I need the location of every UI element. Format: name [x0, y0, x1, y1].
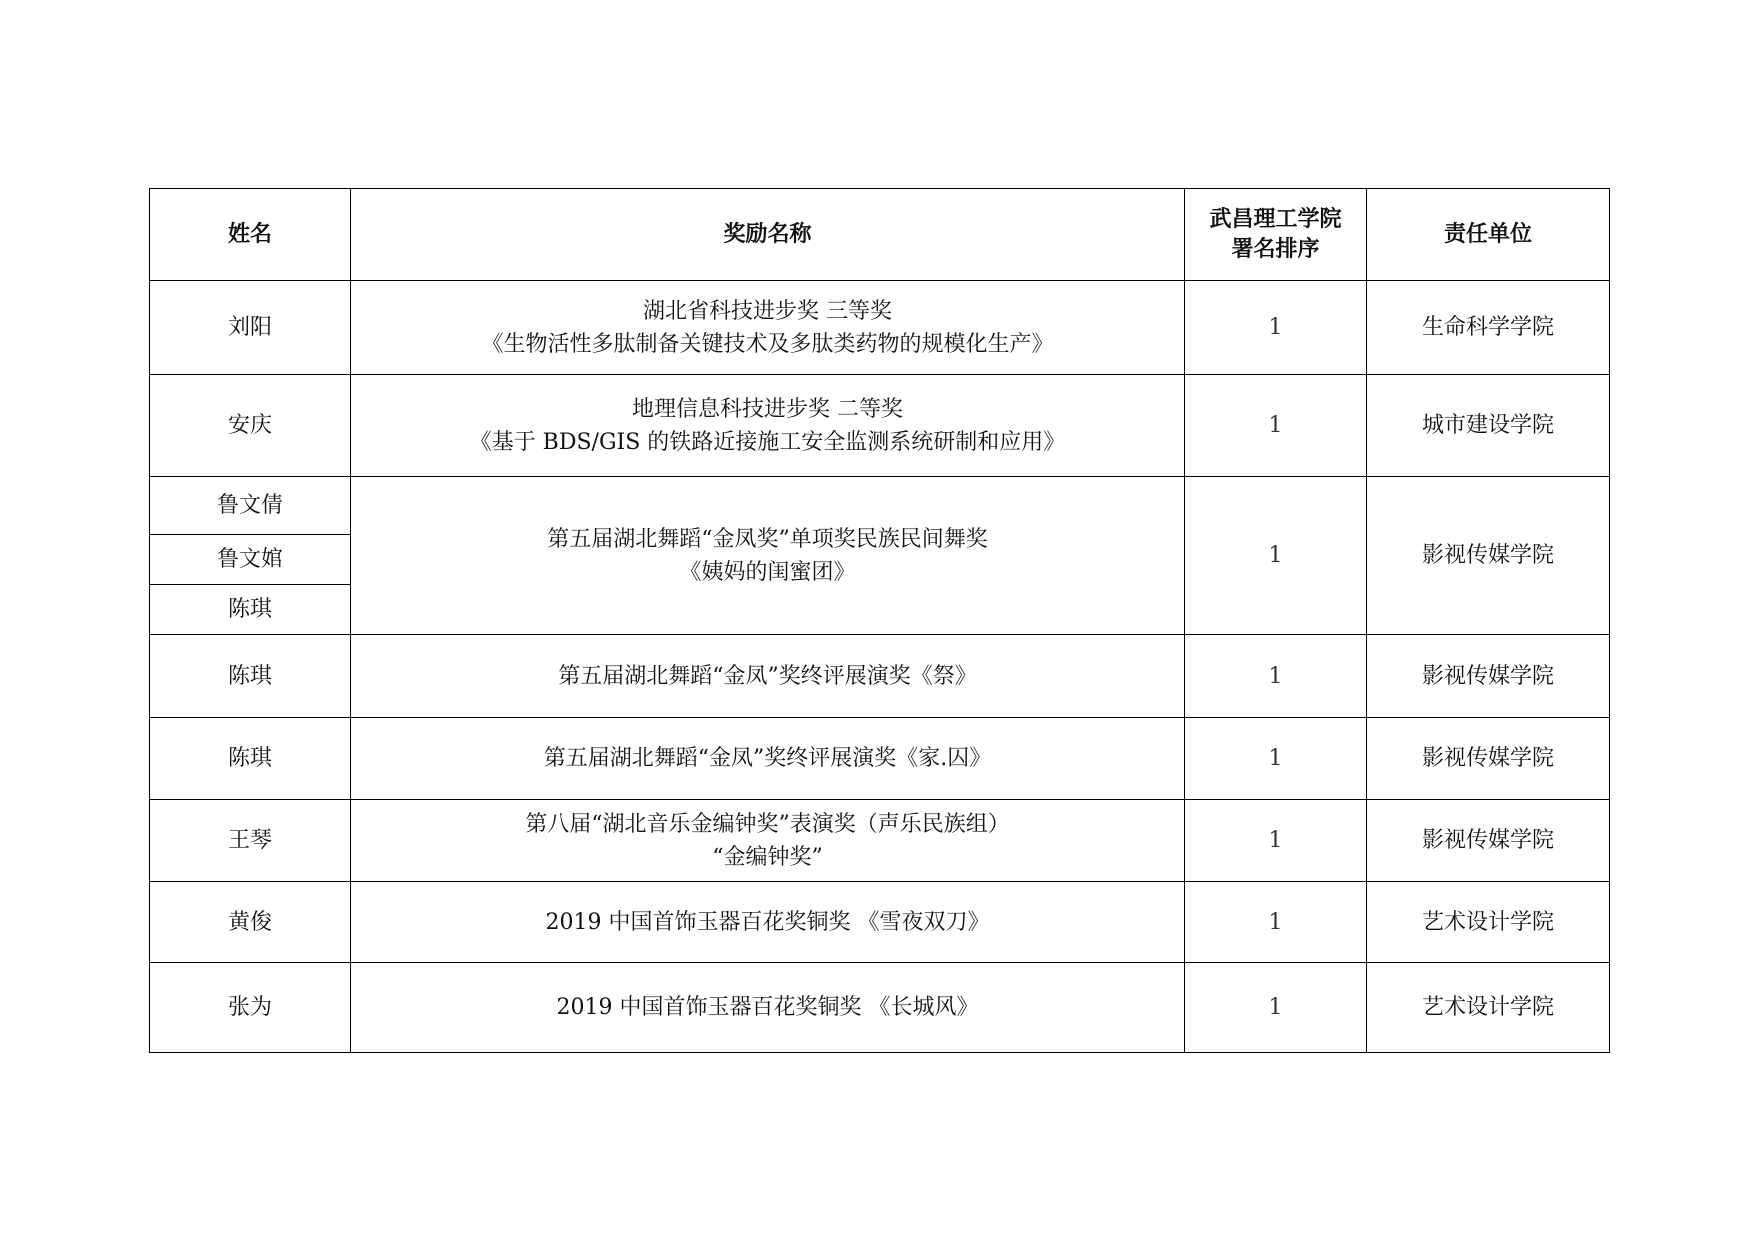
award-line: 湖北省科技进步奖 三等奖: [643, 298, 892, 324]
unit-cell: 城市建设学院: [1367, 375, 1610, 477]
name-cell: 王琴: [150, 800, 351, 882]
header-name: 姓名: [150, 189, 351, 281]
award-cell: [351, 718, 1185, 800]
award-cell: [351, 477, 1185, 635]
award-line: 《姨妈的闺蜜团》: [679, 559, 856, 585]
unit-cell: 影视传媒学院: [1367, 718, 1610, 800]
header-rank: [1185, 189, 1367, 281]
header-rank-line2: 署名排序: [1231, 236, 1320, 262]
award-line: 第五届湖北舞蹈“金凤奖”单项奖民族民间舞奖: [547, 526, 988, 552]
unit-cell: 影视传媒学院: [1367, 800, 1610, 882]
award-table: [149, 188, 1610, 1053]
name-cell: 鲁文婠: [150, 535, 351, 585]
table-row: [150, 963, 1610, 1053]
name-cell: 陈琪: [150, 585, 351, 635]
header-row: [150, 189, 1610, 281]
rank-cell: 1: [1185, 281, 1367, 375]
unit-cell: 艺术设计学院: [1367, 963, 1610, 1053]
award-line: 《基于 BDS/GIS 的铁路近接施工安全监测系统研制和应用》: [469, 429, 1066, 455]
header-unit: 责任单位: [1367, 189, 1610, 281]
unit-cell: 影视传媒学院: [1367, 477, 1610, 635]
table-row: [150, 281, 1610, 375]
award-cell: [351, 800, 1185, 882]
name-cell: 刘阳: [150, 281, 351, 375]
header-award: 奖励名称: [351, 189, 1185, 281]
name-cell: 陈琪: [150, 635, 351, 718]
table-row: [150, 718, 1610, 800]
rank-cell: 1: [1185, 963, 1367, 1053]
unit-cell: 影视传媒学院: [1367, 635, 1610, 718]
name-cell: 黄俊: [150, 882, 351, 963]
award-line: 《生物活性多肽制备关键技术及多肽类药物的规模化生产》: [481, 331, 1054, 357]
table-row: [150, 477, 1610, 535]
award-line: 第五届湖北舞蹈“金凤”奖终评展演奖《祭》: [558, 663, 977, 689]
name-cell: 陈琪: [150, 718, 351, 800]
award-line: 2019 中国首饰玉器百花奖铜奖 《长城风》: [556, 995, 979, 1020]
rank-cell: 1: [1185, 635, 1367, 718]
award-cell: [351, 963, 1185, 1053]
rank-cell: 1: [1185, 375, 1367, 477]
award-line: 2019 中国首饰玉器百花奖铜奖 《雪夜双刀》: [545, 909, 990, 935]
award-cell: [351, 281, 1185, 375]
unit-cell: 艺术设计学院: [1367, 882, 1610, 963]
award-line: 地理信息科技进步奖 二等奖: [632, 396, 903, 422]
table-row: [150, 635, 1610, 718]
header-rank-line1: 武昌理工学院: [1209, 206, 1342, 232]
award-cell: [351, 882, 1185, 963]
award-line: 第八届“湖北音乐金编钟奖”表演奖（声乐民族组）: [525, 811, 1010, 837]
award-cell: [351, 635, 1185, 718]
name-cell: 鲁文倩: [150, 477, 351, 535]
table-row: [150, 882, 1610, 963]
rank-cell: 1: [1185, 477, 1367, 635]
table-row: [150, 800, 1610, 882]
rank-cell: 1: [1185, 882, 1367, 963]
rank-cell: 1: [1185, 718, 1367, 800]
unit-cell: 生命科学学院: [1367, 281, 1610, 375]
award-cell: [351, 375, 1185, 477]
rank-cell: 1: [1185, 800, 1367, 882]
name-cell: 张为: [150, 963, 351, 1053]
table-row: [150, 375, 1610, 477]
award-line: 第五届湖北舞蹈“金凤”奖终评展演奖《家.囚》: [543, 746, 992, 771]
award-line: “金编钟奖”: [712, 844, 823, 870]
name-cell: 安庆: [150, 375, 351, 477]
